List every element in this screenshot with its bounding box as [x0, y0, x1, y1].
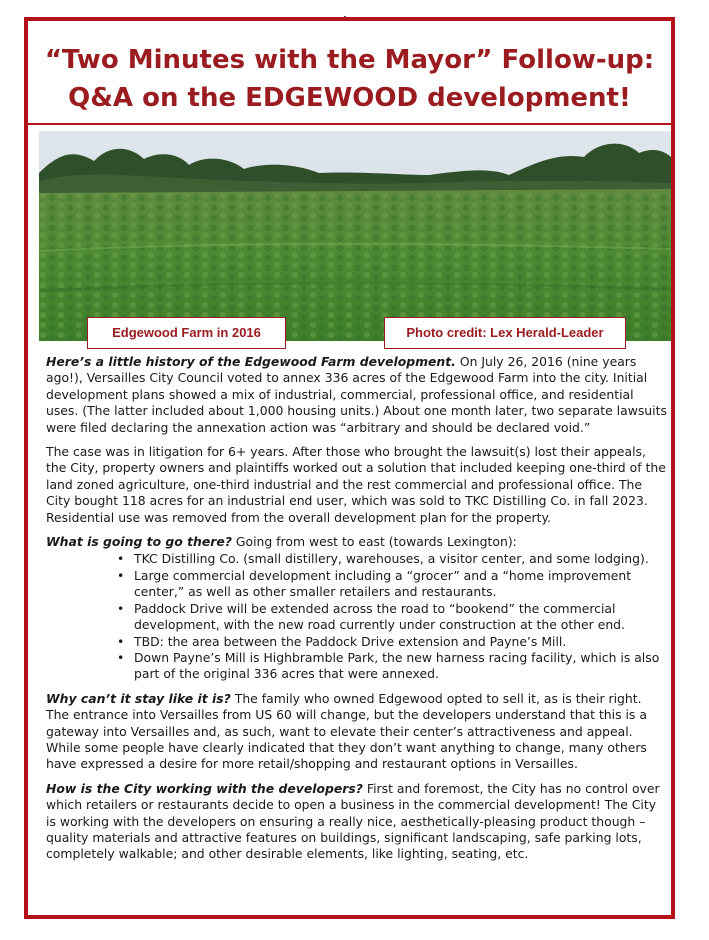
list-item: • Down Payne’s Mill is Highbramble Park, the new harness racing facility, which is also part of the original 336 acres that were annexed. — [134, 650, 668, 683]
why-lead: Why can’t it stay like it is? — [46, 690, 231, 706]
page-title — [28, 21, 671, 117]
development-list — [46, 551, 668, 682]
list-item: • Paddock Drive will be extended across the road to “bookend” the commercial development, with the new road currently under construction at the other end. — [134, 601, 668, 634]
history-lead: Here’s a little history of the Edgewood Farm development. — [46, 354, 456, 369]
farm-photo — [39, 131, 671, 341]
title-line-2: Q&A on the EDGEWOOD development! — [68, 83, 631, 113]
why-paragraph — [46, 691, 668, 773]
list-item: • TKC Distilling Co. (small distillery, warehouses, a visitor center, and some lodging). — [134, 551, 668, 567]
what-lead: What is going to go there? — [46, 534, 232, 550]
history-paragraph — [46, 354, 668, 436]
newsletter-frame — [24, 17, 675, 919]
list-item: • TBD: the area between the Paddock Drive extension and Payne’s Mill. — [134, 634, 668, 650]
litigation-paragraph: The case was in litigation for 6+ years. After those who brought the lawsuit(s) lost their appeals, the City, property owners and plaintiffs worked out a solution that included keeping one-third of the land zoned agriculture, one-third industrial and the rest commercial and professional office. The City bought 118 acres for an industrial end user, which was sold to TKC Distilling Co. in fall 2023. Residential use was removed from the overall development plan for the property. — [46, 444, 666, 525]
how-lead: How is the City working with the developers? — [46, 780, 363, 796]
list-item: • Large commercial development including a “grocer” and a “home improvement center,” as well as other smaller retailers and restaurants. — [134, 568, 668, 601]
article-body — [46, 354, 668, 871]
history-text: On July 26, 2016 (nine years ago!), Versailles City Council voted to annex 336 acres of the Edgewood Farm into the city. Initial development plans showed a mix of industrial, commercial, professional office, and residential uses. (The latter included about 1,000 housing units.) About one month later, two separate lawsuits were filed declaring the annexation action was “arbitrary and should be declared void.” — [46, 354, 667, 435]
what-paragraph — [46, 534, 668, 550]
title-box — [28, 21, 671, 125]
how-paragraph — [46, 781, 668, 863]
photo-caption-credit: Photo credit: Lex Herald-Leader — [384, 317, 626, 349]
what-text: Going from west to east (towards Lexington): — [231, 534, 517, 550]
photo-caption-location: Edgewood Farm in 2016 — [87, 317, 286, 349]
how-text: First and foremost, the City has no control over which retailers or restaurants decide to open a business in the commercial development! The City is working with the developers on ensuring a really nice, aesthetically-pleasing product though – quality materials and attractive features on buildings, significant landscaping, safe parking lots, completely walkable; and other desirable elements, like lighting, seating, etc. — [46, 780, 660, 862]
why-text: The family who owned Edgewood opted to sell it, as is their right. The entrance into Versailles from US 60 will change, but the developers understand that this is a gateway into Versailles and, as such, want to elevate their center’s attractiveness and appeal. While some people have clearly indicated that they don’t want anything to change, many others have expressed a desire for more retail/shopping and restaurant options in Versailles. — [46, 690, 647, 772]
title-line-1: “Two Minutes with the Mayor” Follow-up: — [44, 45, 655, 75]
